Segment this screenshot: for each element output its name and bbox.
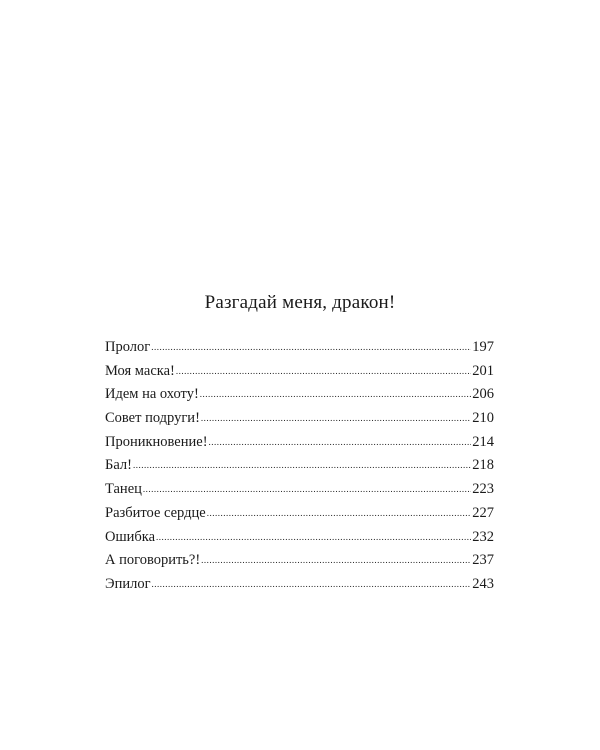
toc-leader-dots [151,336,471,360]
toc-leader-dots [156,526,471,550]
toc-entry [105,573,494,597]
toc-entry-page-number: 206 [472,386,494,403]
toc-entry-page-number: 197 [472,339,494,355]
toc-entry-title: Моя маска! [105,362,175,379]
toc-entry-title: Проникновение! [105,433,208,450]
table-of-contents [105,336,494,597]
toc-entry [105,454,494,478]
toc-leader-dots [152,573,472,597]
toc-entry-page-number: 227 [472,504,494,521]
toc-entry [105,383,494,407]
toc-entry-page-number: 201 [472,362,494,379]
toc-entry-page-number: 243 [472,575,494,592]
toc-leader-dots [176,360,471,384]
toc-entry-title: Совет подруги! [105,410,200,427]
toc-entry-title: Идем на охоту! [105,386,199,403]
toc-entry [105,360,494,384]
toc-entry-title: Эпилог [105,575,151,592]
toc-leader-dots [207,502,472,526]
toc-entry-title: Бал! [105,457,132,474]
toc-leader-dots [201,549,471,573]
book-title: Разгадай меня, дракон! [204,292,396,313]
toc-entry [105,502,494,526]
toc-entry [105,336,494,360]
toc-entry [105,526,494,550]
toc-leader-dots [143,478,471,502]
toc-leader-dots [133,454,471,478]
toc-entry-page-number: 232 [472,528,494,545]
toc-entry-page-number: 237 [472,552,494,569]
toc-entry-title: Пролог [105,339,151,355]
toc-entry-title: Ошибка [105,528,156,545]
toc-entry-title: А поговорить?! [105,552,201,569]
toc-leader-dots [200,383,471,407]
toc-entry [105,549,494,573]
toc-entry-page-number: 210 [472,410,494,427]
toc-leader-dots [209,431,472,455]
toc-entry-title: Разбитое сердце [105,504,206,521]
toc-entry-page-number: 218 [472,457,494,474]
toc-entry [105,431,494,455]
toc-entry [105,478,494,502]
toc-entry [105,407,494,431]
toc-entry-title: Танец [105,481,142,498]
toc-entry-page-number: 214 [472,433,494,450]
toc-entry-page-number: 223 [472,481,494,498]
toc-leader-dots [201,407,471,431]
